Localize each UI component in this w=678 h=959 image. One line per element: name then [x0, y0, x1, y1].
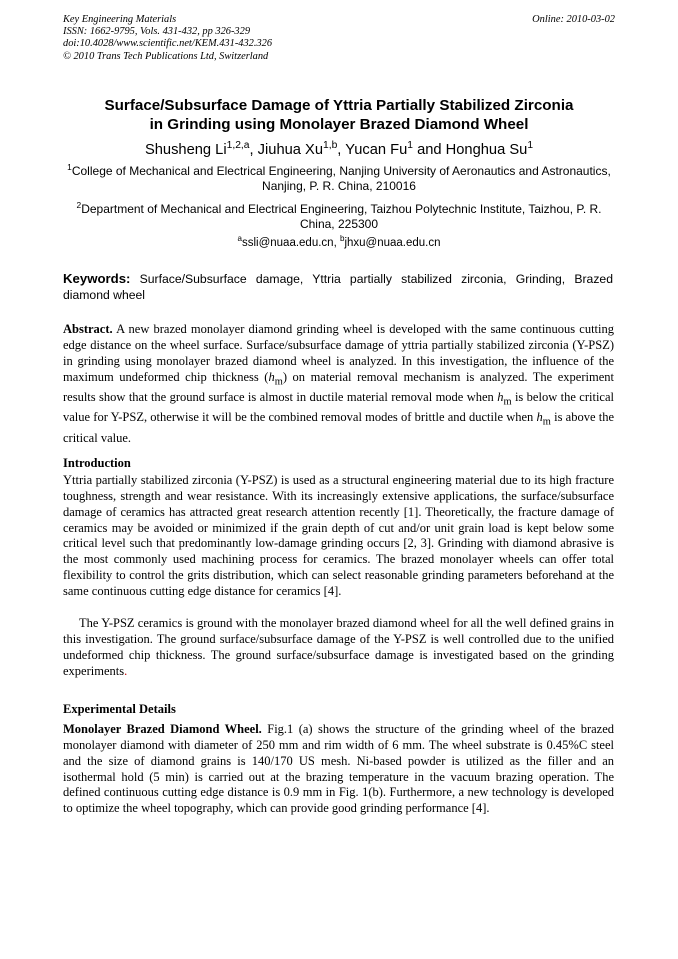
author-name: Jiuhua Xu	[257, 142, 323, 158]
author-sup: 1,b	[323, 140, 338, 152]
paragraph-text: Fig.1 (a) shows the structure of the grinding wheel of the brazed monolayer diamond with diameter of 250 mm and rim width of 6 mm. The wheel substrate is 0.45%C steel and the size of diamond grains is 140/170 US mesh. Ni-based powder is utilized as the filler and an isothermal hold (5 min) is carried out at the brazing temperature in the vacuum brazing operation. The defined continuous cutting edge distance is 0.9 mm in Fig. 1(b). Furthermore, a new technology is developed to optimize the wheel topography, which can provide good grinding performance [4].	[63, 722, 615, 816]
author-name: Yucan Fu	[345, 142, 408, 158]
symbol-sub-m: m	[274, 376, 283, 388]
experimental-paragraph	[63, 722, 614, 817]
symbol-h: h	[497, 389, 504, 404]
introduction-paragraph-2	[63, 616, 614, 679]
author-separator: ,	[249, 142, 258, 158]
email-line	[63, 236, 615, 250]
symbol-sub-m: m	[542, 416, 551, 428]
author-name: Honghua Su	[445, 142, 528, 158]
issn-line: ISSN: 1662-9795, Vols. 431-432, pp 326-329	[63, 26, 251, 38]
abstract-label: Abstract.	[63, 322, 113, 336]
keywords-label: Keywords:	[63, 271, 131, 286]
copyright-line: © 2010 Trans Tech Publications Ltd, Switzerland	[63, 50, 269, 62]
doi-line: doi:10.4028/www.scientific.net/KEM.431-432.326	[63, 38, 273, 50]
affiliation-sup: 1	[67, 162, 72, 172]
affiliation-text: College of Mechanical and Electrical Engineering, Nanjing University of Aeronautics and Astronautics, Nanjing, P. R. China, 210016	[71, 164, 611, 193]
email-address[interactable]: jhxu@nuaa.edu.cn	[344, 237, 441, 249]
introduction-heading: Introduction	[63, 456, 131, 470]
symbol-h: h	[268, 369, 275, 384]
paragraph-text: The Y-PSZ ceramics is ground with the monolayer brazed diamond wheel for all the well defined grains in this investigation. The ground surface/subsurface damage of the Y-PSZ is well controlled due to the unified undeformed chip thickness. The ground surface/subsurface damage is investigated based on the grinding experiments	[63, 616, 614, 678]
abstract-text: ) on material removal mechanism is analyzed. The experiment results show that the ground surface is almost in ductile material removal mode when	[63, 369, 614, 404]
author-separator: and	[412, 142, 446, 158]
journal-name: Key Engineering Materials	[63, 14, 177, 25]
abstract-text: is above the critical value.	[63, 410, 614, 445]
affiliation-text: Department of Mechanical and Electrical Engineering, Taizhou Polytechnic Institute, Taizhou, P. R. China, 225300	[81, 202, 602, 231]
title-line-1: Surface/Subsurface Damage of Yttria Partially Stabilized Zirconia	[104, 97, 574, 114]
email-separator: ,	[333, 237, 340, 249]
title-line-2: in Grinding using Monolayer Brazed Diamond Wheel	[149, 115, 529, 133]
symbol-sub-m: m	[503, 396, 512, 408]
affiliation-sup: 2	[76, 200, 82, 210]
paper-title	[63, 97, 615, 134]
abstract-text: is below the critical value for Y-PSZ, otherwise it will be the combined removal modes of brittle and ductile when	[63, 389, 614, 425]
keywords-block	[63, 271, 613, 303]
paragraph-period: .	[124, 663, 128, 678]
author-sup: 1,2,a	[226, 140, 250, 152]
journal-header	[63, 14, 615, 63]
online-date: Online: 2010-03-02	[532, 14, 615, 25]
introduction-paragraph-1: Yttria partially stabilized zirconia (Y-PSZ) is used as a structural engineering material due to its high fracture toughness, strength and wear resistance. With its increasingly extensive applications, the surface/subsurface damage of ceramics has attracted great research attention recently [1]. Theoretically, the fracture damage of ceramics may be avoided or minimized if the grain depth of cut and/or unit grain load is kept below some critical level such that predominantly low-damage grinding occurs [2, 3]. Grinding with diamond abrasive is the most commonly used machining process for ceramics. The brazed monolayer wheels can offer total flexibility to control the grits distribution, which can select reasonable grinding parameters beforehand at the same continuous cutting edge distance for ceramics [4].	[63, 473, 614, 598]
keywords-text: Surface/Subsurface damage, Yttria partially stabilized zirconia, Grinding, Brazed diamond wheel	[63, 272, 613, 302]
author-sup: 1	[527, 140, 534, 152]
abstract-text: A new brazed monolayer diamond grinding wheel is developed with the same continuous cutting edge distance on the wheel surface. Surface/subsurface damage of yttria partially stabilized zirconia (Y-PSZ) in grinding using monolayer brazed diamond wheel is analyzed. In this investigation, the influence of the maximum undeformed chip thickness (	[63, 322, 614, 384]
author-name: Shusheng Li	[144, 142, 227, 158]
experimental-heading: Experimental Details	[63, 702, 176, 716]
email-sup: b	[339, 234, 345, 244]
affiliation-2	[63, 202, 615, 232]
affiliation-1	[63, 164, 615, 194]
author-list	[63, 141, 615, 159]
experimental-subheading: Monolayer Brazed Diamond Wheel.	[63, 722, 262, 736]
symbol-h: h	[536, 410, 543, 425]
email-sup: a	[237, 234, 242, 244]
author-sup: 1	[407, 140, 413, 152]
email-address[interactable]: ssli@nuaa.edu.cn	[241, 237, 334, 249]
author-separator: ,	[337, 142, 346, 158]
abstract-block	[63, 322, 614, 446]
